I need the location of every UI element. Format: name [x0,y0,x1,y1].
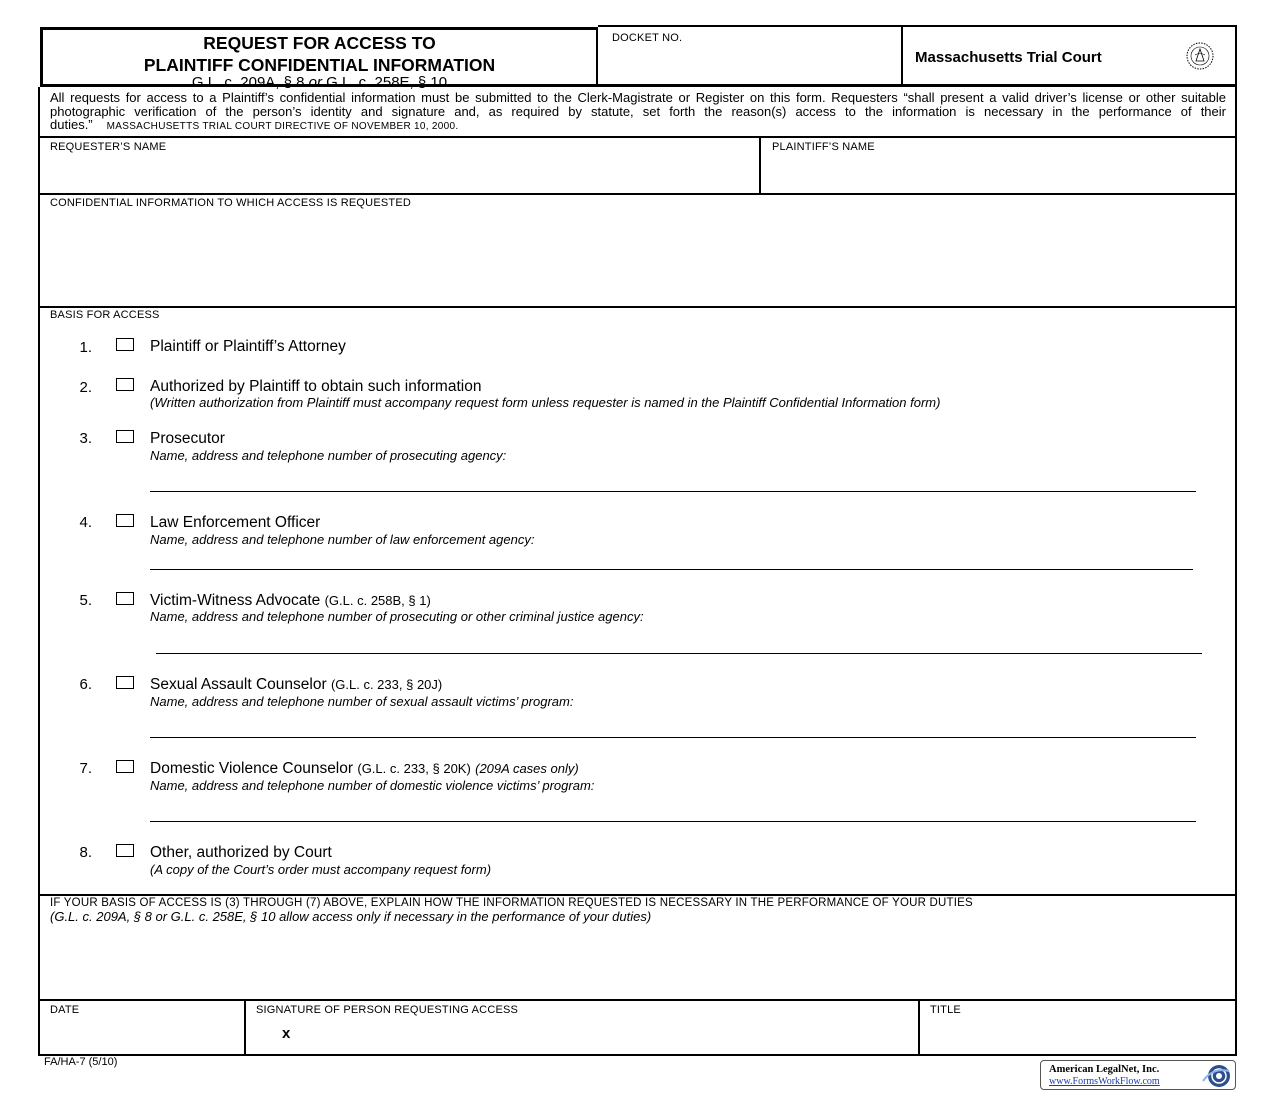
explanation-note: (G.L. c. 209A, § 8 or G.L. c. 258E, § 10 allow access only if necessary in the performance of your duties) [50,909,652,924]
form-identifier: FA/HA-7 (5/10) [44,1056,118,1068]
date-label: DATE [50,1004,80,1016]
option-citation: (G.L. c. 258B, § 1) [324,593,431,608]
option-citation: (G.L. c. 233, § 20K) [357,761,471,776]
option-label-text: Victim-Witness Advocate [150,592,321,609]
signature-label: SIGNATURE OF PERSON REQUESTING ACCESS [256,1004,519,1016]
prosecutor-agency-line[interactable] [150,491,1196,492]
option-number: 5. [79,592,92,609]
title-field[interactable] [920,1001,1235,1054]
option-label [150,592,431,610]
checkbox-victim-witness-advocate[interactable] [116,592,134,605]
option-instruction: Name, address and telephone number of prosecuting or other criminal justice agency: [150,609,644,624]
option-number: 1. [79,339,92,356]
intro-instructions [50,91,1226,134]
court-name: Massachusetts Trial Court [915,49,1102,66]
plaintiff-name-label: PLAINTIFF’S NAME [772,141,875,153]
option-label: Law Enforcement Officer [150,514,321,531]
statute-209a: G.L. c. 209A, § 8 [191,74,309,91]
globe-logo-icon [1199,1063,1233,1089]
option-label: Prosecutor [150,430,225,447]
divider [38,306,1237,308]
option-note: (Written authorization from Plaintiff must accompany request form unless requester is named in the Plaintiff Confidential Information form) [150,395,941,410]
option-number: 8. [79,844,92,861]
confidential-info-field[interactable] [40,195,1235,305]
option-scope-note: (209A cases only) [475,761,579,776]
checkbox-plaintiff-attorney[interactable] [116,338,134,351]
divider [759,136,761,194]
statute-258e: G.L. c. 258E, § 10 [322,74,448,91]
option-number: 4. [79,514,92,531]
explanation-field[interactable] [40,896,1235,999]
domestic-violence-program-line[interactable] [150,821,1196,822]
sexual-assault-program-line[interactable] [150,737,1196,738]
option-citation: (G.L. c. 233, § 20J) [330,677,443,692]
basis-for-access-label: BASIS FOR ACCESS [50,309,160,321]
date-field[interactable] [40,1001,243,1054]
court-box [901,25,1237,87]
docket-number-label: DOCKET NO. [612,32,683,44]
option-label-text: Domestic Violence Counselor [150,760,354,777]
confidential-info-label: CONFIDENTIAL INFORMATION TO WHICH ACCESS IS REQUESTED [50,197,412,209]
vendor-url[interactable]: www.FormsWorkFlow.com [1049,1076,1160,1087]
option-label: Other, authorized by Court [150,844,332,861]
form-title-box [40,27,598,91]
vendor-name: American LegalNet, Inc. [1049,1064,1160,1075]
vendor-badge[interactable] [1040,1060,1236,1090]
checkbox-law-enforcement[interactable] [116,514,134,527]
option-label: Authorized by Plaintiff to obtain such information [150,378,482,395]
option-instruction: Name, address and telephone number of domestic violence victims’ program: [150,778,595,793]
victim-witness-agency-line[interactable] [156,653,1202,654]
explanation-label: IF YOUR BASIS OF ACCESS IS (3) THROUGH (7) ABOVE, EXPLAIN HOW THE INFORMATION REQUESTED IS NECESSARY IN THE PERFORMANCE OF YOUR DUTIES [50,897,973,909]
intro-text: All requests for access to a Plaintiff’s confidential information must be submitted to the Clerk-Magistrate or Register on this form. Requesters “shall present a valid driver’s license or other suitable photographic verification of the person’s identity and signature and, as required by statute, set forth the reason(s) access to the information is necessary in the performance of their duties.” [50,90,1226,132]
checkbox-prosecutor[interactable] [116,430,134,443]
court-seal-icon [1185,41,1215,71]
option-number: 6. [79,676,92,693]
option-number: 2. [79,379,92,396]
checkbox-authorized-by-plaintiff[interactable] [116,378,134,391]
option-label: Plaintiff or Plaintiff’s Attorney [150,338,346,355]
option-number: 3. [79,430,92,447]
option-label-text: Sexual Assault Counselor [150,676,327,693]
option-number: 7. [79,760,92,777]
form-title-line1: REQUEST FOR ACCESS TO [203,33,436,53]
directive-reference: MASSACHUSETTS TRIAL COURT DIRECTIVE OF NOVEMBER 10, 2000. [106,121,459,132]
option-label [150,760,579,778]
option-label [150,676,442,694]
checkbox-sexual-assault-counselor[interactable] [116,676,134,689]
signature-mark: x [282,1025,291,1042]
signature-field[interactable] [246,1001,917,1054]
requester-name-field[interactable] [40,138,758,193]
option-note: (A copy of the Court’s order must accompany request form) [150,862,492,877]
checkbox-domestic-violence-counselor[interactable] [116,760,134,773]
option-instruction: Name, address and telephone number of law enforcement agency: [150,532,535,547]
form-title-line2: PLAINTIFF CONFIDENTIAL INFORMATION [143,55,496,75]
requester-name-label: REQUESTER’S NAME [50,141,167,153]
law-enforcement-agency-line[interactable] [150,569,1193,570]
option-instruction: Name, address and telephone number of sexual assault victims’ program: [150,694,574,709]
statute-or: or [308,74,322,91]
plaintiff-name-field[interactable] [762,138,1235,193]
title-label: TITLE [930,1004,961,1016]
checkbox-other-court-authorized[interactable] [116,844,134,857]
option-instruction: Name, address and telephone number of prosecuting agency: [150,448,507,463]
docket-number-field[interactable] [598,25,901,87]
